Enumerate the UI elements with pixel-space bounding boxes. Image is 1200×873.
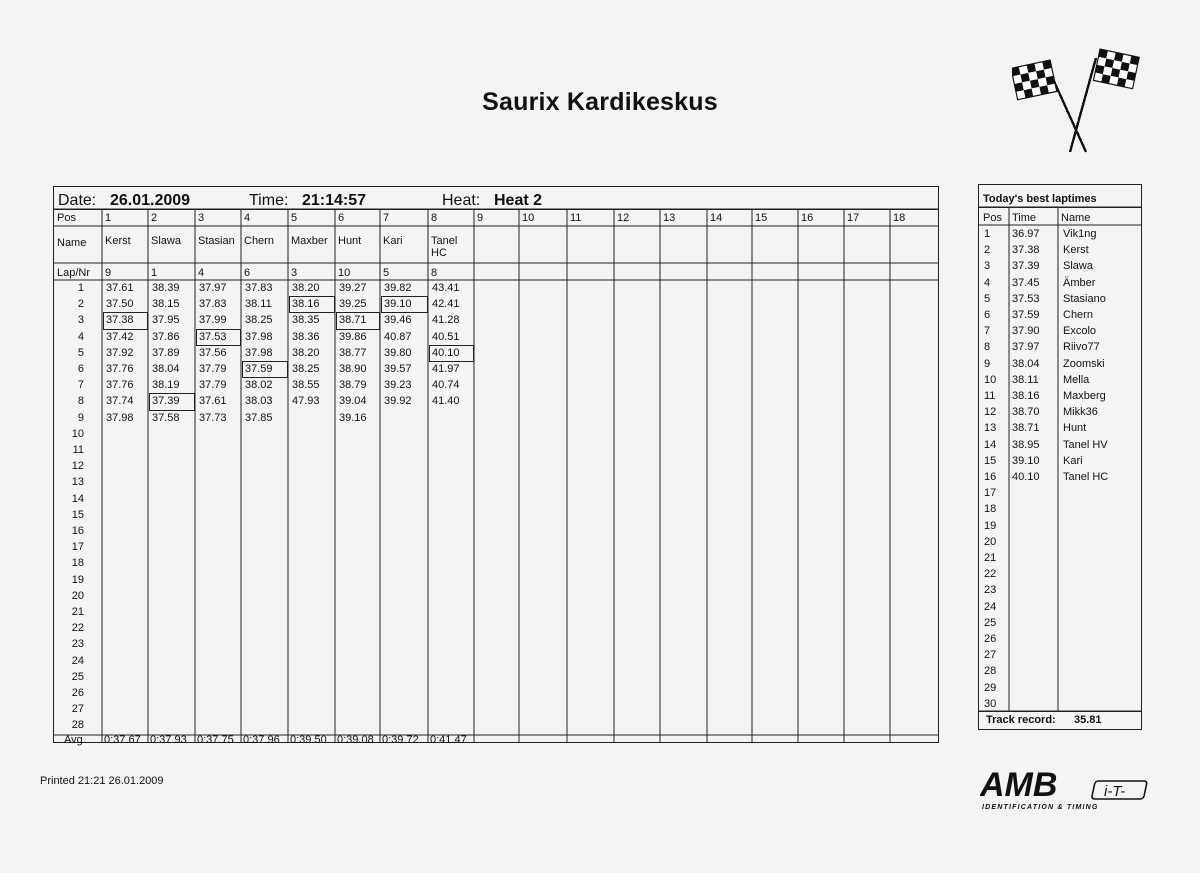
- lap-number: 24: [71, 654, 84, 667]
- lap-time: 37.59: [245, 363, 273, 375]
- date-label: Date:: [58, 192, 97, 209]
- best-pos: 13: [984, 422, 997, 435]
- lap-time: 39.23: [384, 379, 412, 392]
- lap-number: 5: [77, 346, 84, 359]
- position-number: 3: [198, 212, 205, 224]
- average-time: 0:39.72: [382, 734, 419, 746]
- position-number: 5: [291, 212, 298, 224]
- best-lap-highlight: [289, 296, 335, 313]
- position-number: 1: [105, 212, 112, 224]
- position-number: 2: [151, 212, 158, 224]
- best-pos: 25: [984, 616, 997, 629]
- average-time: 0:37.67: [104, 734, 141, 746]
- heat-value: Heat 2: [494, 192, 543, 209]
- lap-time: 38.20: [292, 346, 320, 359]
- lap-time: 40.87: [384, 330, 412, 343]
- lap-number: 26: [71, 687, 84, 699]
- lap-number: 27: [71, 703, 84, 716]
- lap-time: 38.90: [339, 363, 367, 375]
- average-time: 0:41.47: [430, 734, 467, 746]
- lap-time: 38.39: [152, 282, 180, 294]
- best-pos: 15: [984, 454, 997, 467]
- best-driver-name: Excolo: [1063, 325, 1097, 338]
- lap-time: 38.04: [152, 363, 180, 375]
- lap-time: 38.79: [339, 379, 367, 392]
- lap-time: 38.25: [245, 314, 273, 327]
- lap-number: 28: [71, 719, 84, 732]
- position-number: 9: [477, 212, 484, 224]
- position-number: 18: [893, 212, 906, 224]
- best-driver-name: Tanel HC: [1063, 471, 1109, 483]
- lap-time: 37.58: [152, 411, 180, 424]
- best-laptimes-title: Today's best laptimes: [983, 193, 1097, 205]
- lap-time: 37.83: [199, 298, 227, 311]
- best-time: 37.45: [1012, 276, 1040, 289]
- best-time: 38.95: [1012, 438, 1040, 451]
- best-time: 38.04: [1012, 357, 1040, 370]
- lap-time: 38.11: [245, 298, 272, 311]
- best-pos: 19: [984, 519, 997, 532]
- best-driver-name: Chern: [1063, 309, 1093, 321]
- lap-time: 38.16: [292, 298, 320, 311]
- best-pos: 29: [984, 681, 997, 694]
- kart-number: 6: [244, 267, 251, 279]
- lap-time: 39.16: [339, 411, 367, 424]
- best-driver-name: Zoomski: [1063, 357, 1105, 370]
- page-title: Saurix Kardikeskus: [482, 88, 718, 116]
- track-record-value: 35.81: [1074, 714, 1102, 726]
- best-lap-highlight: [242, 361, 288, 378]
- lap-time: 37.61: [199, 395, 227, 408]
- lap-time: 37.98: [245, 330, 273, 343]
- date-value: 26.01.2009: [110, 192, 191, 209]
- lap-number: 6: [77, 363, 84, 375]
- lap-time: 37.53: [199, 330, 227, 343]
- lap-time: 47.93: [292, 395, 320, 408]
- average-time: 0:39.08: [337, 734, 374, 746]
- lap-time: 39.04: [339, 395, 367, 408]
- driver-name: Kerst: [105, 235, 131, 247]
- best-time: 37.97: [1012, 341, 1040, 354]
- lap-number: 18: [71, 557, 84, 570]
- lap-time: 38.36: [292, 330, 320, 343]
- lap-time: 38.77: [339, 346, 367, 359]
- best-lap-highlight: [336, 312, 380, 329]
- best-driver-name: Stasiano: [1063, 292, 1106, 305]
- position-number: 11: [570, 212, 582, 224]
- best-pos: 27: [984, 649, 997, 662]
- best-time: 38.71: [1012, 422, 1040, 435]
- lap-number: 10: [71, 427, 84, 440]
- lap-time: 37.99: [199, 314, 227, 327]
- lap-time: 39.82: [384, 282, 412, 294]
- lap-number: 13: [71, 476, 84, 489]
- lap-time: 39.46: [384, 314, 412, 327]
- best-pos: 12: [984, 406, 997, 419]
- lap-number: 23: [71, 638, 84, 651]
- lap-time: 37.61: [106, 282, 134, 294]
- best-pos-header: Pos: [983, 212, 1002, 224]
- best-pos: 20: [984, 535, 997, 548]
- lap-time: 38.35: [292, 314, 320, 327]
- driver-name: Slawa: [151, 235, 181, 247]
- lap-time: 43.41: [432, 282, 460, 294]
- best-pos: 7: [984, 325, 991, 338]
- best-pos: 1: [984, 228, 991, 240]
- best-lap-highlight: [196, 329, 241, 346]
- lap-time: 37.85: [245, 411, 273, 424]
- lap-time: 37.39: [152, 395, 180, 408]
- best-name-header: Name: [1061, 212, 1091, 224]
- lap-number: 2: [77, 298, 84, 311]
- lap-time: 40.10: [432, 346, 460, 359]
- best-pos: 21: [984, 552, 997, 564]
- driver-name: Stasian: [198, 235, 235, 247]
- best-time: 37.38: [1012, 244, 1040, 257]
- position-number: 14: [710, 212, 723, 224]
- best-driver-name: Ämber: [1063, 276, 1096, 289]
- best-lap-highlight: [103, 312, 148, 329]
- driver-name: Hunt: [338, 235, 362, 247]
- lap-number: 14: [71, 492, 84, 505]
- best-driver-name: Kerst: [1063, 244, 1089, 257]
- best-pos: 17: [984, 487, 997, 500]
- best-lap-highlight: [429, 345, 474, 362]
- driver-name: Kari: [383, 235, 403, 247]
- kart-number: 5: [383, 267, 390, 279]
- best-pos: 6: [984, 309, 991, 321]
- lap-number: 1: [77, 282, 84, 294]
- lap-time: 38.19: [152, 379, 180, 392]
- best-laptimes-panel: [978, 184, 1142, 730]
- lap-time: 37.92: [106, 346, 134, 359]
- best-time: 36.97: [1012, 228, 1040, 240]
- lap-time: 39.86: [339, 330, 367, 343]
- lap-time: 39.80: [384, 346, 412, 359]
- lap-number: 8: [77, 395, 84, 408]
- lap-number: 9: [77, 411, 84, 424]
- best-time: 37.53: [1012, 292, 1040, 305]
- lap-time: 37.79: [199, 363, 227, 375]
- lap-number: 4: [77, 330, 84, 343]
- crossed-checkered-flags-icon: [1012, 40, 1142, 160]
- kart-number: 1: [151, 267, 158, 279]
- best-pos: 4: [984, 276, 991, 289]
- position-number: 17: [847, 212, 860, 224]
- position-number: 12: [617, 212, 630, 224]
- best-driver-name: Maxberg: [1063, 390, 1106, 402]
- best-pos: 14: [984, 438, 997, 451]
- lap-time: 37.38: [106, 314, 134, 327]
- position-number: 7: [383, 212, 390, 224]
- best-driver-name: Slawa: [1063, 260, 1093, 273]
- lap-time: 40.74: [432, 379, 460, 392]
- best-driver-name: Riivo77: [1063, 341, 1100, 354]
- lap-time: 41.97: [432, 363, 460, 375]
- position-number: 4: [244, 212, 251, 224]
- best-time: 39.10: [1012, 454, 1040, 467]
- best-driver-name: Hunt: [1063, 422, 1087, 435]
- lap-time: 42.41: [432, 298, 460, 311]
- lap-time: 39.10: [384, 298, 412, 311]
- lap-time: 37.95: [152, 314, 180, 327]
- name-header: Name: [57, 237, 87, 249]
- lap-number: 17: [71, 541, 84, 554]
- driver-name: Chern: [244, 235, 274, 247]
- lap-time: 37.86: [152, 330, 180, 343]
- best-driver-name: Vik1ng: [1063, 228, 1097, 240]
- lap-number: 3: [77, 314, 84, 327]
- best-lap-highlight: [149, 393, 195, 410]
- lap-time: 38.02: [245, 379, 273, 392]
- best-pos: 9: [984, 357, 991, 370]
- lap-time: 41.28: [432, 314, 460, 327]
- amb-logo-text: AMB: [980, 768, 1058, 804]
- amb-logo: [980, 768, 1155, 818]
- best-time: 38.70: [1012, 406, 1040, 419]
- lap-time: 38.20: [292, 282, 320, 294]
- lap-time: 37.73: [199, 411, 227, 424]
- lap-time: 37.98: [106, 411, 134, 424]
- track-record-label: Track record:: [986, 714, 1056, 726]
- lap-number: 15: [71, 508, 84, 521]
- kart-number: 9: [105, 267, 112, 279]
- position-number: 8: [431, 212, 438, 224]
- lap-time: 38.15: [152, 298, 180, 311]
- best-driver-name: Tanel HV: [1063, 438, 1108, 451]
- driver-name: Tanel HC: [431, 235, 458, 259]
- lap-number: 19: [71, 573, 84, 586]
- driver-name: Maxber: [291, 235, 328, 247]
- lap-time: 38.71: [339, 314, 367, 327]
- time-label: Time:: [249, 192, 289, 209]
- lap-number: 20: [71, 589, 84, 602]
- lap-time: 38.25: [292, 363, 320, 375]
- lap-number: 7: [77, 379, 84, 392]
- lap-time: 37.56: [199, 346, 227, 359]
- best-time: 40.10: [1012, 471, 1040, 483]
- printed-timestamp: Printed 21:21 26.01.2009: [40, 775, 164, 787]
- lap-time: 37.89: [152, 346, 180, 359]
- lap-time: 37.97: [199, 282, 227, 294]
- average-time: 0:39.50: [290, 734, 327, 746]
- lap-number: 25: [71, 670, 84, 683]
- best-time: 37.90: [1012, 325, 1040, 338]
- heat-results-sheet: [53, 186, 939, 746]
- best-pos: 11: [984, 390, 996, 402]
- position-number: 16: [801, 212, 814, 224]
- best-pos: 26: [984, 633, 997, 645]
- best-pos: 10: [984, 373, 997, 386]
- best-driver-name: Kari: [1063, 454, 1083, 467]
- lap-time: 38.55: [292, 379, 320, 392]
- kart-number: 10: [338, 267, 351, 279]
- lap-number: 12: [71, 460, 84, 473]
- average-time: 0:37.96: [243, 734, 280, 746]
- pos-header: Pos: [57, 212, 76, 224]
- best-pos: 22: [984, 568, 997, 581]
- avg-header: Avg.: [64, 734, 86, 746]
- best-time: 38.11: [1012, 373, 1039, 386]
- best-pos: 5: [984, 292, 991, 305]
- best-pos: 2: [984, 244, 991, 257]
- time-value: 21:14:57: [302, 192, 367, 209]
- lap-time: 37.42: [106, 330, 134, 343]
- position-number: 13: [663, 212, 676, 224]
- average-time: 0:37.75: [197, 734, 234, 746]
- best-time: 37.59: [1012, 309, 1040, 321]
- lap-number: 22: [71, 622, 84, 635]
- lap-time: 39.57: [384, 363, 412, 375]
- average-time: 0:37.93: [150, 734, 187, 746]
- lap-time: 37.50: [106, 298, 134, 311]
- lap-time: 37.76: [106, 363, 134, 375]
- lap-time: 37.98: [245, 346, 273, 359]
- lap-time: 40.51: [432, 330, 460, 343]
- lap-time: 39.25: [339, 298, 367, 311]
- lap-time: 39.27: [339, 282, 367, 294]
- kart-number: 8: [431, 267, 438, 279]
- best-driver-name: Mella: [1063, 373, 1090, 386]
- best-time-header: Time: [1012, 212, 1037, 224]
- lap-time: 37.74: [106, 395, 134, 408]
- best-pos: 30: [984, 697, 997, 710]
- best-driver-name: Mikk36: [1063, 406, 1098, 419]
- amb-logo-tagline: IDENTIFICATION & TIMING: [982, 804, 1099, 811]
- lap-number: 16: [71, 525, 84, 537]
- best-pos: 23: [984, 584, 997, 597]
- position-number: 10: [522, 212, 535, 224]
- position-number: 6: [338, 212, 345, 224]
- best-pos: 16: [984, 471, 997, 483]
- lap-time: 38.03: [245, 395, 273, 408]
- best-lap-highlight: [381, 296, 428, 313]
- best-time: 38.16: [1012, 390, 1040, 402]
- lap-time: 37.79: [199, 379, 227, 392]
- best-pos: 3: [984, 260, 991, 273]
- best-pos: 24: [984, 600, 997, 613]
- heat-label: Heat:: [442, 192, 481, 209]
- lapnr-header: Lap/Nr: [57, 267, 91, 279]
- lap-time: 41.40: [432, 395, 460, 408]
- best-pos: 18: [984, 503, 997, 516]
- lap-time: 37.76: [106, 379, 134, 392]
- kart-number: 3: [291, 267, 298, 279]
- kart-number: 4: [198, 267, 205, 279]
- best-time: 37.39: [1012, 260, 1040, 273]
- lap-time: 37.83: [245, 282, 273, 294]
- best-pos: 28: [984, 665, 997, 678]
- amb-logo-suffix: i-T-: [1104, 783, 1126, 800]
- best-pos: 8: [984, 341, 991, 354]
- lap-time: 39.92: [384, 395, 412, 408]
- position-number: 15: [755, 212, 768, 224]
- lap-number: 11: [72, 444, 84, 456]
- lap-number: 21: [71, 606, 84, 618]
